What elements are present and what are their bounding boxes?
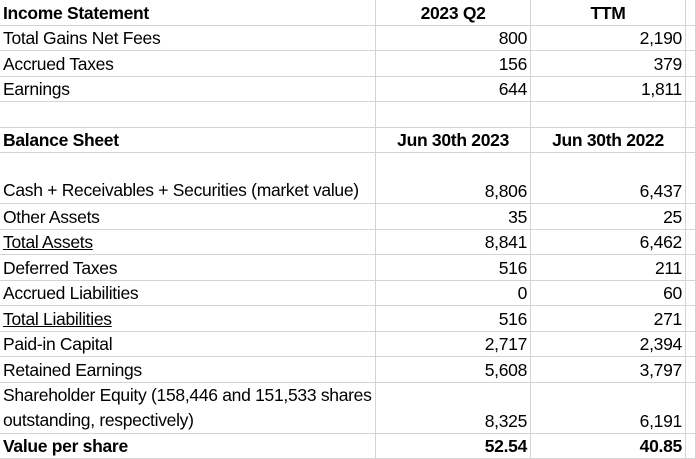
table-row — [0, 153, 696, 204]
row-label: Total Assets — [3, 232, 93, 252]
balance-header-row — [0, 127, 696, 153]
row-label[interactable]: Retained Earnings — [0, 357, 376, 383]
income-col-ttm[interactable]: TTM — [531, 0, 686, 25]
cell-value[interactable]: 52.54 — [376, 433, 531, 459]
cell-value[interactable]: 8,325 — [376, 382, 531, 433]
empty-cell[interactable] — [685, 433, 695, 459]
row-label[interactable]: Earnings — [0, 76, 376, 102]
cell-value[interactable]: 40.85 — [531, 433, 686, 459]
table-row — [0, 357, 696, 383]
cell-value[interactable]: 60 — [531, 280, 686, 306]
cell-value[interactable]: 211 — [531, 255, 686, 281]
cell-value[interactable]: 271 — [531, 306, 686, 332]
empty-cell[interactable] — [685, 306, 695, 332]
row-label[interactable]: Value per share — [0, 433, 376, 459]
cell-value[interactable]: 25 — [531, 204, 686, 230]
table-row — [0, 204, 696, 230]
row-label[interactable]: Total Gains Net Fees — [0, 25, 376, 51]
row-label[interactable]: Cash + Receivables + Securities (market value) — [0, 153, 376, 204]
empty-cell[interactable] — [685, 76, 695, 102]
row-label-cell[interactable] — [0, 229, 376, 255]
cell-value[interactable]: 156 — [376, 51, 531, 77]
cell-value[interactable]: 0 — [376, 280, 531, 306]
row-label[interactable]: Accrued Liabilities — [0, 280, 376, 306]
cell-value[interactable]: 6,437 — [531, 153, 686, 204]
row-label[interactable]: Accrued Taxes — [0, 51, 376, 77]
empty-cell[interactable] — [685, 102, 695, 128]
table-row — [0, 331, 696, 357]
row-label: Total Liabilities — [3, 308, 112, 329]
cell-value[interactable]: 8,806 — [376, 153, 531, 204]
empty-cell[interactable] — [685, 153, 695, 204]
cell-value[interactable]: 1,811 — [531, 76, 686, 102]
balance-col-2023[interactable]: Jun 30th 2023 — [376, 127, 531, 153]
cell-value[interactable]: 6,191 — [531, 382, 686, 433]
table-row — [0, 255, 696, 281]
empty-cell[interactable] — [685, 0, 695, 25]
cell-value[interactable]: 644 — [376, 76, 531, 102]
empty-cell[interactable] — [685, 331, 695, 357]
cell-value[interactable]: 2,717 — [376, 331, 531, 357]
table-row — [0, 433, 696, 459]
empty-cell[interactable] — [685, 229, 695, 255]
empty-cell[interactable] — [685, 204, 695, 230]
cell-value[interactable]: 8,841 — [376, 229, 531, 255]
cell-value[interactable]: 5,608 — [376, 357, 531, 383]
row-label[interactable]: Other Assets — [0, 204, 376, 230]
table-row — [0, 280, 696, 306]
cell-value[interactable]: 2,190 — [531, 25, 686, 51]
cell-value[interactable]: 379 — [531, 51, 686, 77]
table-row — [0, 51, 696, 77]
empty-cell[interactable] — [685, 127, 695, 153]
income-col-2023q2[interactable]: 2023 Q2 — [376, 0, 531, 25]
empty-cell[interactable] — [685, 357, 695, 383]
cell-value[interactable]: 516 — [376, 255, 531, 281]
empty-cell[interactable] — [685, 382, 695, 433]
table-row — [0, 306, 696, 332]
table-row — [0, 229, 696, 255]
empty-cell[interactable] — [685, 255, 695, 281]
empty-cell[interactable] — [685, 25, 695, 51]
table-row — [0, 25, 696, 51]
cell-value[interactable]: 3,797 — [531, 357, 686, 383]
cell-value[interactable]: 516 — [376, 306, 531, 332]
cell-value[interactable]: 800 — [376, 25, 531, 51]
cell-value[interactable]: 2,394 — [531, 331, 686, 357]
income-statement-title[interactable]: Income Statement — [0, 0, 376, 25]
row-label[interactable]: Shareholder Equity (158,446 and 151,533 shares outstanding, respectively) — [0, 382, 376, 433]
row-label-cell[interactable] — [0, 306, 376, 332]
balance-sheet-title[interactable]: Balance Sheet — [0, 127, 376, 153]
row-label[interactable]: Paid-in Capital — [0, 331, 376, 357]
empty-cell[interactable] — [685, 280, 695, 306]
cell-value[interactable]: 6,462 — [531, 229, 686, 255]
table-row — [0, 382, 696, 433]
row-label[interactable]: Deferred Taxes — [0, 255, 376, 281]
blank-row — [0, 102, 696, 128]
empty-cell[interactable] — [685, 51, 695, 77]
cell-value[interactable]: 35 — [376, 204, 531, 230]
empty-cell[interactable] — [0, 102, 376, 128]
table-row — [0, 76, 696, 102]
empty-cell[interactable] — [531, 102, 686, 128]
income-header-row — [0, 0, 696, 25]
empty-cell[interactable] — [376, 102, 531, 128]
balance-col-2022[interactable]: Jun 30th 2022 — [531, 127, 686, 153]
